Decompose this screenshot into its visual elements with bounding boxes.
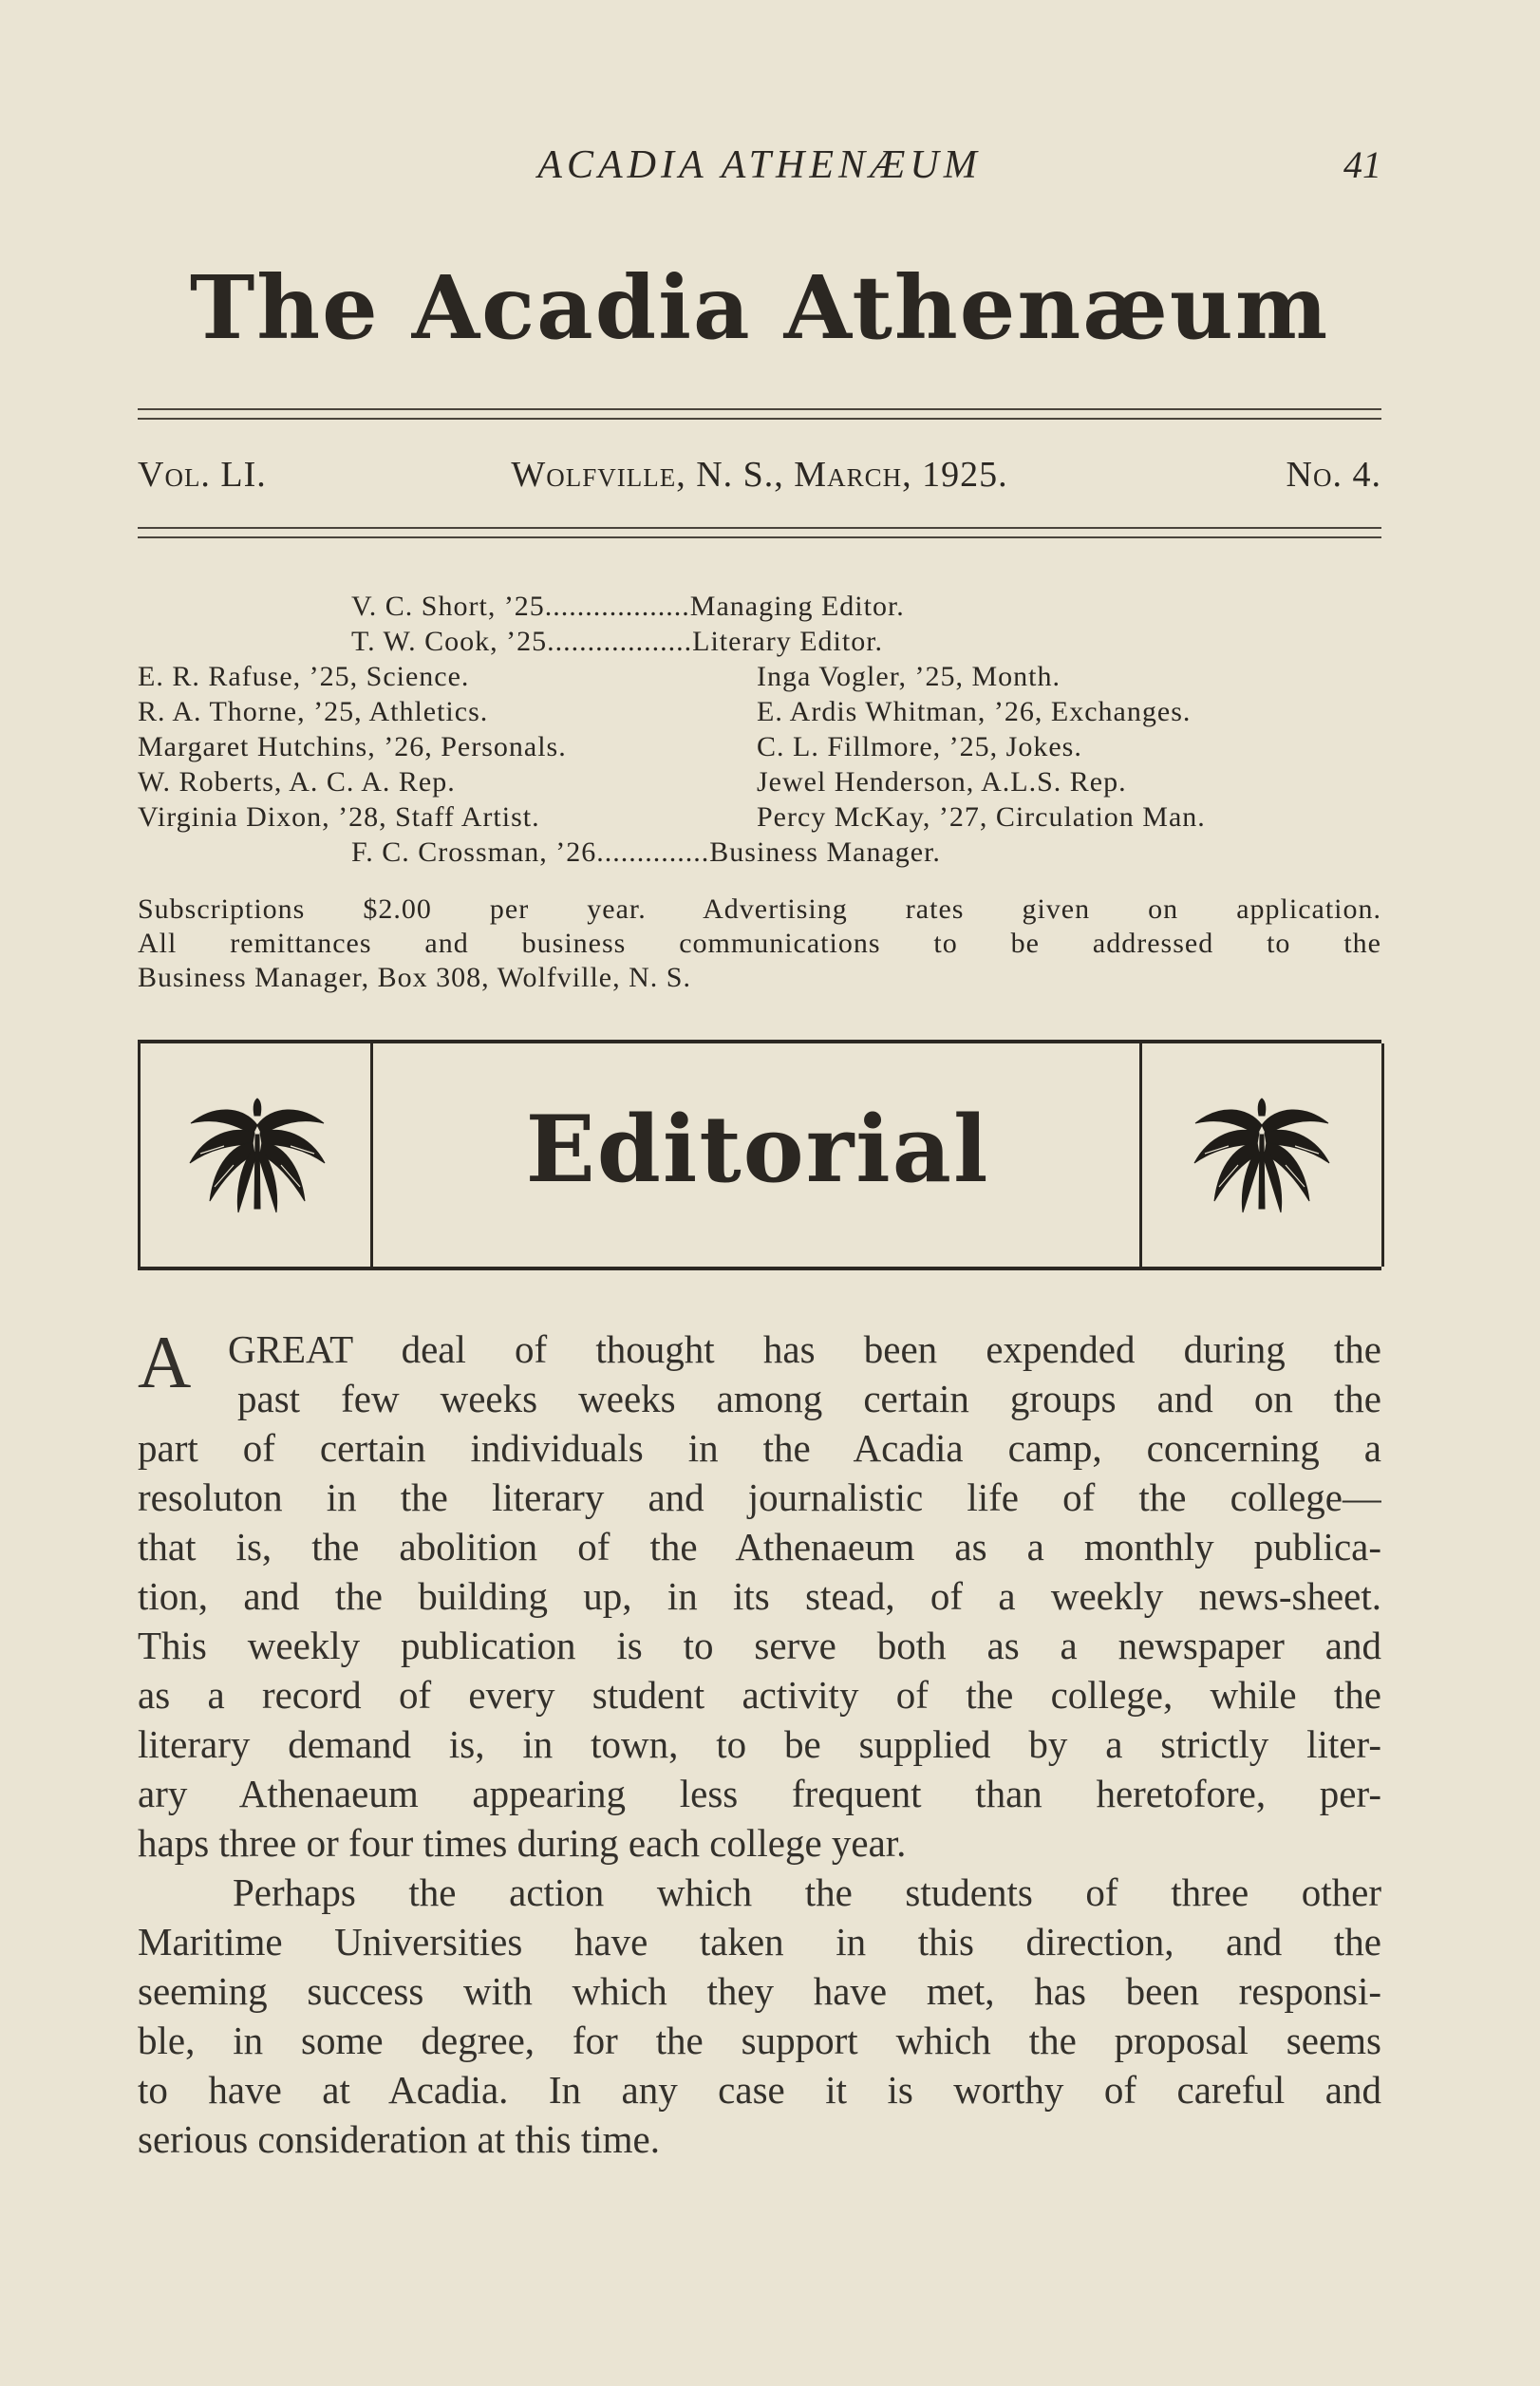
staff-entry: W. Roberts, A. C. A. Rep. — [138, 766, 456, 798]
subscription-notice — [138, 892, 1381, 995]
issue-number: No. 4. — [1286, 455, 1381, 495]
masthead-title: The Acadia Athenæum — [189, 256, 1330, 359]
article-line: as a record of every student activity of the college, while the — [138, 1673, 1381, 1717]
article-line: serious consideration at this time. — [138, 2117, 660, 2161]
article-line: that is, the abolition of the Athenaeum as a monthly publica- — [138, 1525, 1381, 1569]
issue-place-date: Wolfville, N. S., March, 1925. — [511, 455, 1008, 495]
staff-entry: R. A. Thorne, ’25, Athletics. — [138, 696, 489, 727]
article-line: to have at Acadia. In any case it is worthy of careful and — [138, 2068, 1381, 2112]
article-line: Maritime Universities have taken in this direction, and the — [138, 1920, 1381, 1963]
staff-managing-editor: V. C. Short, ’25..................Managing Editor. — [351, 591, 905, 622]
editorial-ornament-right — [1139, 1043, 1384, 1267]
article-line: Perhaps the action which the students of three other — [233, 1870, 1381, 1914]
subscription-line: Subscriptions $2.00 per year. Advertising rates given on application. — [138, 893, 1381, 925]
article-line: tion, and the building up, in its stead, of a weekly news-sheet. — [138, 1574, 1381, 1618]
staff-list — [138, 589, 1381, 870]
running-head — [138, 142, 1381, 199]
staff-entry: E. R. Rafuse, ’25, Science. — [138, 661, 470, 692]
drop-cap: A — [138, 1321, 192, 1403]
article-line: seeming success with which they have met, has been responsi- — [138, 1969, 1381, 2013]
subscription-line: Business Manager, Box 308, Wolfville, N. S. — [138, 962, 691, 993]
staff-entry: Jewel Henderson, A.L.S. Rep. — [757, 766, 1127, 798]
editorial-article — [138, 1321, 1381, 2164]
staff-literary-editor: T. W. Cook, ’25..................Literary Editor. — [351, 626, 884, 657]
staff-entry: Inga Vogler, ’25, Month. — [757, 661, 1061, 692]
article-line: past few weeks weeks among certain groups and on the — [237, 1377, 1381, 1420]
masthead-rule — [138, 408, 1381, 420]
editorial-ornament-left — [138, 1043, 373, 1267]
article-line: ble, in some degree, for the support which the proposal seems — [138, 2019, 1381, 2062]
editorial-title: Editorial — [525, 1096, 990, 1203]
article-line: This weekly publication is to serve both as a newspaper and — [138, 1624, 1381, 1667]
subscription-line: All remittances and business communications to be addressed to the — [138, 928, 1381, 959]
palm-frond-icon — [186, 1097, 329, 1215]
staff-entry: Percy McKay, ’27, Circulation Man. — [757, 801, 1206, 833]
staff-entry: E. Ardis Whitman, ’26, Exchanges. — [757, 696, 1192, 727]
article-line: part of certain individuals in the Acadia camp, concerning a — [138, 1426, 1381, 1470]
issue-line — [138, 454, 1381, 501]
issue-volume: Vol. LI. — [138, 455, 267, 495]
article-line: haps three or four times during each college year. — [138, 1821, 907, 1865]
issue-rule — [138, 527, 1381, 538]
article-line: literary demand is, in town, to be supplied by a strictly liter- — [138, 1722, 1381, 1766]
running-title: ACADIA ATHENÆUM — [537, 143, 982, 187]
staff-entry: Margaret Hutchins, ’26, Personals. — [138, 731, 567, 762]
staff-entry: C. L. Fillmore, ’25, Jokes. — [757, 731, 1082, 762]
editorial-title-cell — [370, 1043, 1142, 1267]
palm-frond-icon — [1191, 1097, 1333, 1215]
staff-business-manager: F. C. Crossman, ’26..............Business Manager. — [351, 836, 941, 868]
article-line: GREAT deal of thought has been expended during the — [228, 1327, 1381, 1371]
staff-entry: Virginia Dixon, ’28, Staff Artist. — [138, 801, 540, 833]
editorial-header-box — [138, 1040, 1381, 1270]
article-line: resoluton in the literary and journalistic life of the college— — [138, 1475, 1381, 1519]
page-number: 41 — [1343, 143, 1381, 186]
article-line: ary Athenaeum appearing less frequent than heretofore, per- — [138, 1772, 1381, 1815]
